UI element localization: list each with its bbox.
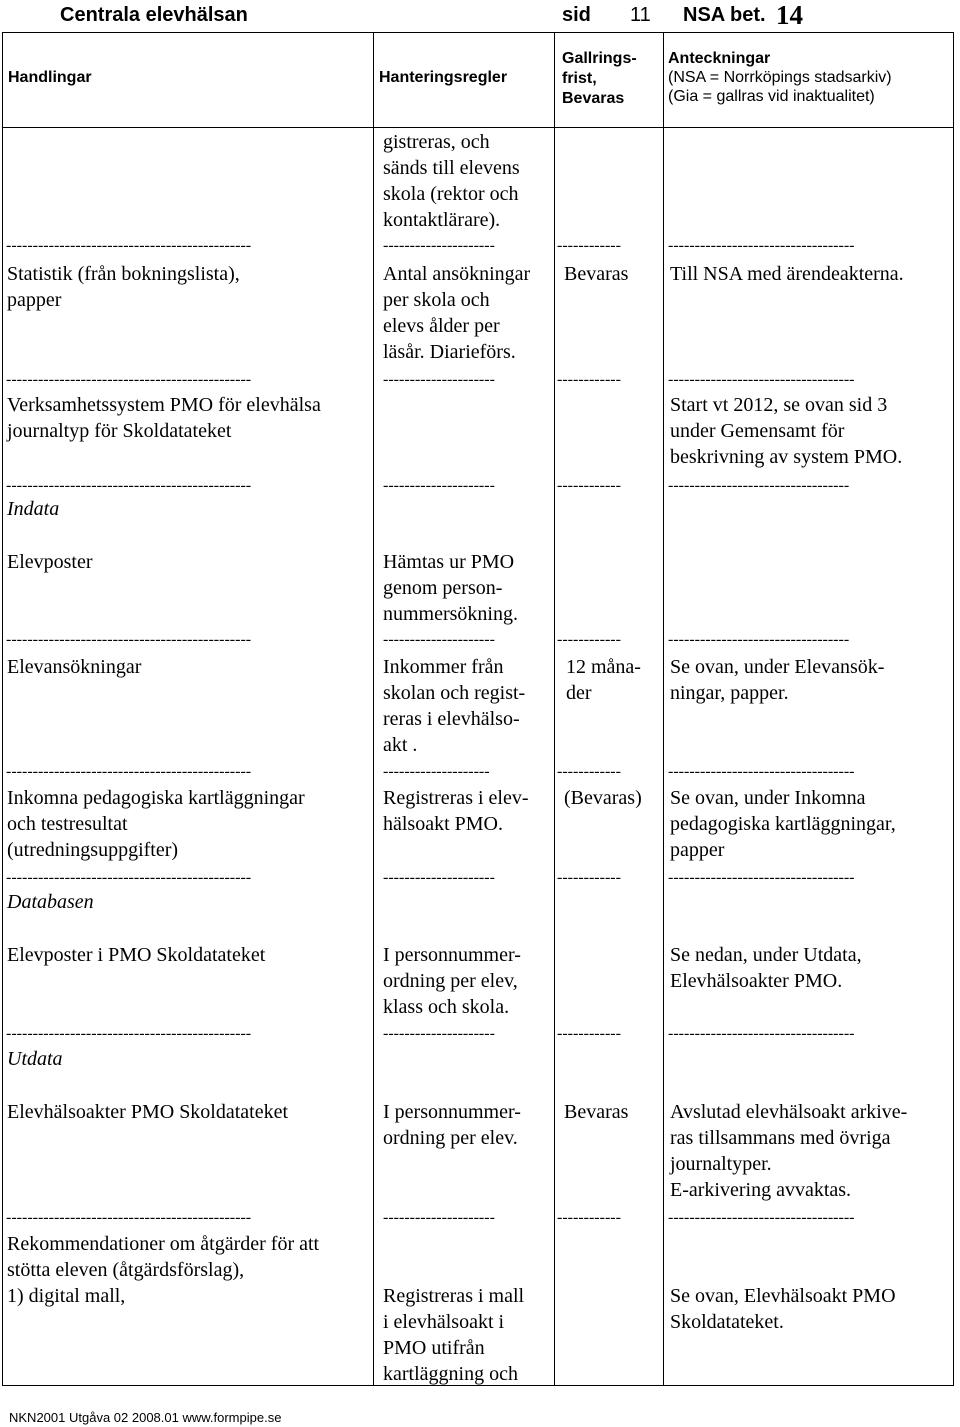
retention-text: der: [566, 682, 592, 704]
row-separator: -----------------------------------: [668, 372, 855, 388]
note-text: pedagogiska kartläggningar,: [670, 813, 896, 835]
nsa-number: 14: [776, 0, 803, 30]
rule-text: skolan och regist-: [383, 682, 526, 704]
section-heading: Utdata: [7, 1048, 63, 1070]
rule-text: hälsoakt PMO.: [383, 813, 503, 835]
row-separator: ---------------------: [383, 1210, 495, 1226]
row-separator: ------------: [557, 238, 621, 254]
row-separator: -----------------------------------: [668, 1026, 855, 1042]
row-separator: ----------------------------------------------: [6, 478, 252, 494]
section-heading: Indata: [7, 498, 60, 520]
column-header-gallring: Bevaras: [562, 90, 625, 107]
rule-text: PMO utifrån: [383, 1337, 485, 1359]
row-separator: -----------------------------------: [668, 764, 855, 780]
column-header-anteckningar-sub: (Gia = gallras vid inaktualitet): [668, 88, 875, 105]
retention-text: Bevaras: [564, 1101, 629, 1123]
note-text: ningar, papper.: [670, 682, 789, 704]
row-separator: -----------------------------------: [668, 238, 855, 254]
rule-text: elevs ålder per: [383, 315, 500, 337]
rule-text: läsår. Diarieförs.: [383, 341, 516, 363]
note-text: Skoldatateket.: [670, 1311, 784, 1333]
note-text: Elevhälsoakter PMO.: [670, 970, 843, 992]
row-separator: ---------------------: [383, 372, 495, 388]
row-separator: ------------: [557, 632, 621, 648]
retention-text: Bevaras: [564, 263, 629, 285]
row-separator: ------------: [557, 1026, 621, 1042]
nsa-label: NSA bet.: [683, 4, 766, 26]
page-label: sid: [562, 4, 591, 26]
row-separator: -----------------------------------: [668, 1210, 855, 1226]
column-divider: [373, 32, 374, 1386]
note-text: under Gemensamt för: [670, 420, 845, 442]
rule-text: sänds till elevens: [383, 157, 520, 179]
note-text: beskrivning av system PMO.: [670, 446, 903, 468]
record-name: Elevposter i PMO Skoldatateket: [7, 944, 266, 966]
note-text: Till NSA med ärendeakterna.: [670, 263, 904, 285]
row-separator: ------------: [557, 764, 621, 780]
note-text: Avslutad elevhälsoakt arkive-: [670, 1101, 908, 1123]
rule-text: kartläggning och: [383, 1363, 518, 1385]
rule-text: kontaktlärare).: [383, 209, 501, 231]
record-name: Rekommendationer om åtgärder för att: [7, 1233, 320, 1255]
row-separator: ---------------------: [383, 632, 495, 648]
record-name: och testresultat: [7, 813, 128, 835]
record-name: Elevansökningar: [7, 656, 142, 678]
note-text: Se ovan, under Elevansök-: [670, 656, 885, 678]
rule-text: skola (rektor och: [383, 183, 519, 205]
record-name: Inkomna pedagogiska kartläggningar: [7, 787, 305, 809]
row-separator: ------------: [557, 870, 621, 886]
column-header-handlingar: Handlingar: [8, 69, 92, 86]
page-number: 11: [630, 4, 651, 26]
retention-text: (Bevaras): [564, 787, 642, 809]
rule-text: klass och skola.: [383, 996, 510, 1018]
rule-text: nummersökning.: [383, 603, 518, 625]
note-text: E-arkivering avvaktas.: [670, 1179, 852, 1201]
rule-text: gistreras, och: [383, 131, 490, 153]
note-text: journaltyper.: [670, 1153, 772, 1175]
row-separator: --------------------: [383, 764, 490, 780]
note-text: Se nedan, under Utdata,: [670, 944, 862, 966]
record-name: 1) digital mall,: [7, 1285, 126, 1307]
row-separator: ------------: [557, 372, 621, 388]
rule-text: akt .: [383, 734, 418, 756]
section-heading: Databasen: [7, 891, 94, 913]
header-divider: [2, 127, 954, 128]
rule-text: Registreras i elev-: [383, 787, 529, 809]
row-separator: ----------------------------------------------: [6, 764, 252, 780]
rule-text: Inkommer från: [383, 656, 504, 678]
rule-text: reras i elevhälso-: [383, 708, 520, 730]
record-name: Elevposter: [7, 551, 93, 573]
column-header-gallring: Gallrings-: [562, 50, 637, 67]
row-separator: ----------------------------------------------: [6, 632, 252, 648]
footer-text: NKN2001 Utgåva 02 2008.01 www.formpipe.se: [9, 1410, 282, 1425]
rule-text: ordning per elev,: [383, 970, 518, 992]
column-header-hanteringsregler: Hanteringsregler: [379, 69, 508, 86]
note-text: ras tillsammans med övriga: [670, 1127, 891, 1149]
record-name: Verksamhetssystem PMO för elevhälsa: [7, 394, 321, 416]
record-name: stötta eleven (åtgärdsförslag),: [7, 1259, 245, 1281]
rule-text: Registreras i mall: [383, 1285, 525, 1307]
record-name: (utredningsuppgifter): [7, 839, 179, 861]
row-separator: ----------------------------------: [668, 632, 850, 648]
row-separator: ----------------------------------------------: [6, 372, 252, 388]
rule-text: Antal ansökningar: [383, 263, 531, 285]
row-separator: ----------------------------------------------: [6, 238, 252, 254]
record-name: Statistik (från bokningslista),: [7, 263, 240, 285]
retention-text: 12 måna-: [566, 656, 641, 678]
row-separator: ------------: [557, 478, 621, 494]
row-separator: -----------------------------------: [668, 870, 855, 886]
record-name: journaltyp för Skoldatateket: [7, 420, 232, 442]
column-divider: [554, 32, 555, 1386]
row-separator: ---------------------: [383, 238, 495, 254]
rule-text: I personnummer-: [383, 1101, 521, 1123]
rule-text: i elevhälsoakt i: [383, 1311, 505, 1333]
rule-text: genom person-: [383, 577, 503, 599]
column-header-anteckningar: Anteckningar: [668, 50, 771, 67]
document-title: Centrala elevhälsan: [60, 4, 248, 26]
rule-text: ordning per elev.: [383, 1127, 518, 1149]
row-separator: ----------------------------------------------: [6, 1210, 252, 1226]
note-text: Se ovan, under Inkomna: [670, 787, 866, 809]
row-separator: ---------------------: [383, 1026, 495, 1042]
note-text: Se ovan, Elevhälsoakt PMO: [670, 1285, 896, 1307]
rule-text: Hämtas ur PMO: [383, 551, 515, 573]
row-separator: ----------------------------------: [668, 478, 850, 494]
column-divider: [663, 32, 664, 1386]
note-text: Start vt 2012, se ovan sid 3: [670, 394, 888, 416]
record-name: Elevhälsoakter PMO Skoldatateket: [7, 1101, 289, 1123]
rule-text: I personnummer-: [383, 944, 521, 966]
row-separator: ----------------------------------------------: [6, 1026, 252, 1042]
column-header-gallring: frist,: [562, 70, 597, 87]
rule-text: per skola och: [383, 289, 490, 311]
note-text: papper: [670, 839, 725, 861]
record-name: papper: [7, 289, 62, 311]
row-separator: ----------------------------------------------: [6, 870, 252, 886]
row-separator: ---------------------: [383, 478, 495, 494]
column-header-anteckningar-sub: (NSA = Norrköpings stadsarkiv): [668, 69, 892, 86]
row-separator: ---------------------: [383, 870, 495, 886]
row-separator: ------------: [557, 1210, 621, 1226]
